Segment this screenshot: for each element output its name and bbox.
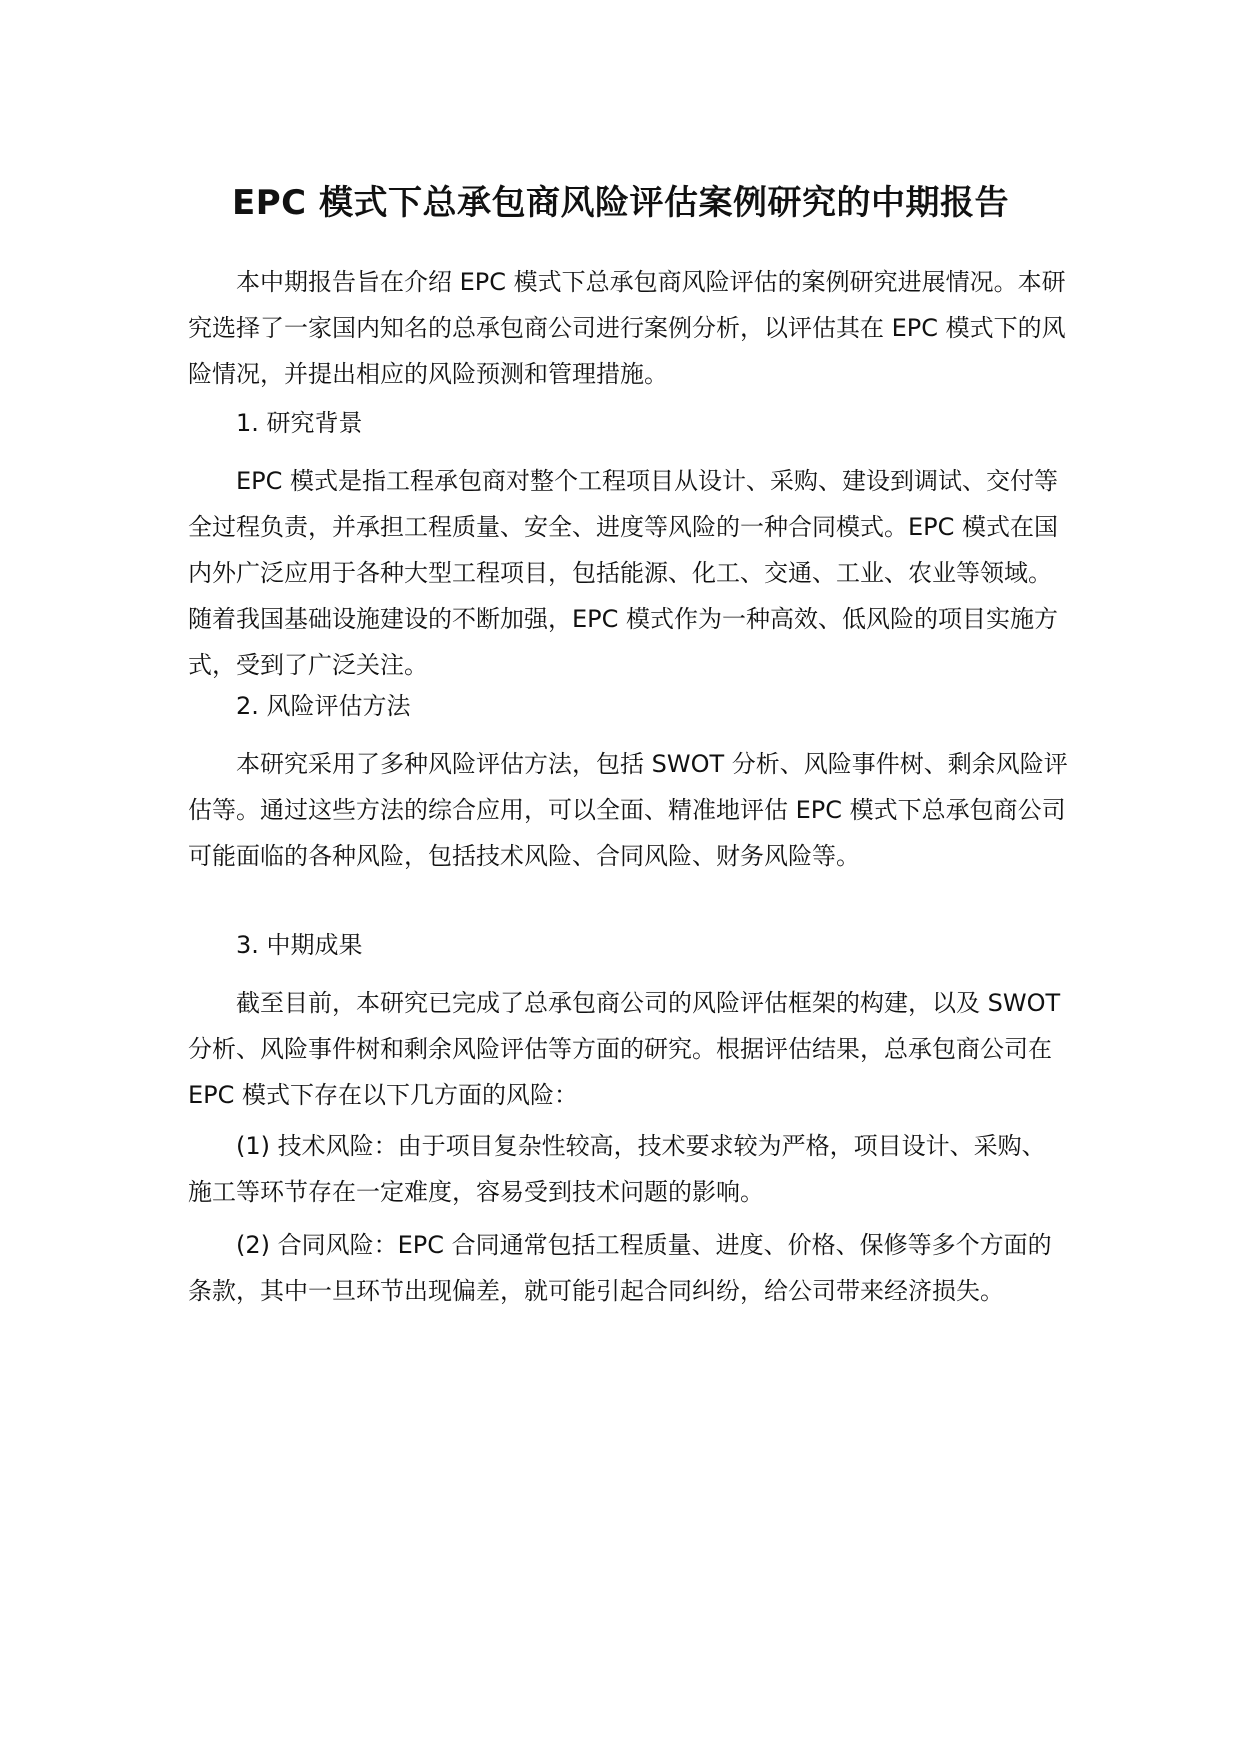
intro-paragraph: 本中期报告旨在介绍 EPC 模式下总承包商风险评估的案例研究进展情况。本研究选择了一家国内知名的总承包商公司进行案例分析，以评估其在 EPC 模式下的风险情况，并提出相应的风险预测和管理措施。 [188,268,1066,388]
section1-heading-block [188,400,1068,446]
document-title: EPC 模式下总承包商风险评估案例研究的中期报告 [232,183,1009,223]
section2-heading: 2. 风险评估方法 [236,692,411,720]
risk2-block [188,1222,1068,1314]
section1-body-block [188,458,1068,688]
section2-body-block [188,741,1068,879]
section2-heading-block [188,683,1068,729]
section2-paragraph: 本研究采用了多种风险评估方法，包括 SWOT 分析、风险事件树、剩余风险评估等。通过这些方法的综合应用，可以全面、精准地评估 EPC 模式下总承包商公司可能面临的各种风险，包括技术风险、合同风险、财务风险等。 [188,750,1068,870]
risk2-paragraph: (2) 合同风险：EPC 合同通常包括工程质量、进度、价格、保修等多个方面的条款，其中一旦环节出现偏差，就可能引起合同纠纷，给公司带来经济损失。 [188,1231,1052,1305]
section3-paragraph: 截至目前，本研究已完成了总承包商公司的风险评估框架的构建，以及 SWOT 分析、风险事件树和剩余风险评估等方面的研究。根据评估结果，总承包商公司在 EPC 模式下存在以下几方面的风险： [188,989,1061,1109]
risk1-block [188,1123,1068,1215]
section3-body-block [188,980,1068,1118]
section3-heading: 3. 中期成果 [236,931,363,959]
section1-paragraph: EPC 模式是指工程承包商对整个工程项目从设计、采购、建设到调试、交付等全过程负责，并承担工程质量、安全、进度等风险的一种合同模式。EPC 模式在国内外广泛应用于各种大型工程项目，包括能源、化工、交通、工业、农业等领域。随着我国基础设施建设的不断加强，EPC 模式作为一种高效、低风险的项目实施方式，受到了广泛关注。 [188,467,1059,679]
section1-heading: 1. 研究背景 [236,409,363,437]
intro-block [188,259,1068,397]
risk1-paragraph: (1) 技术风险：由于项目复杂性较高，技术要求较为严格，项目设计、采购、施工等环节存在一定难度，容易受到技术问题的影响。 [188,1132,1046,1206]
section3-heading-block [188,922,1068,968]
